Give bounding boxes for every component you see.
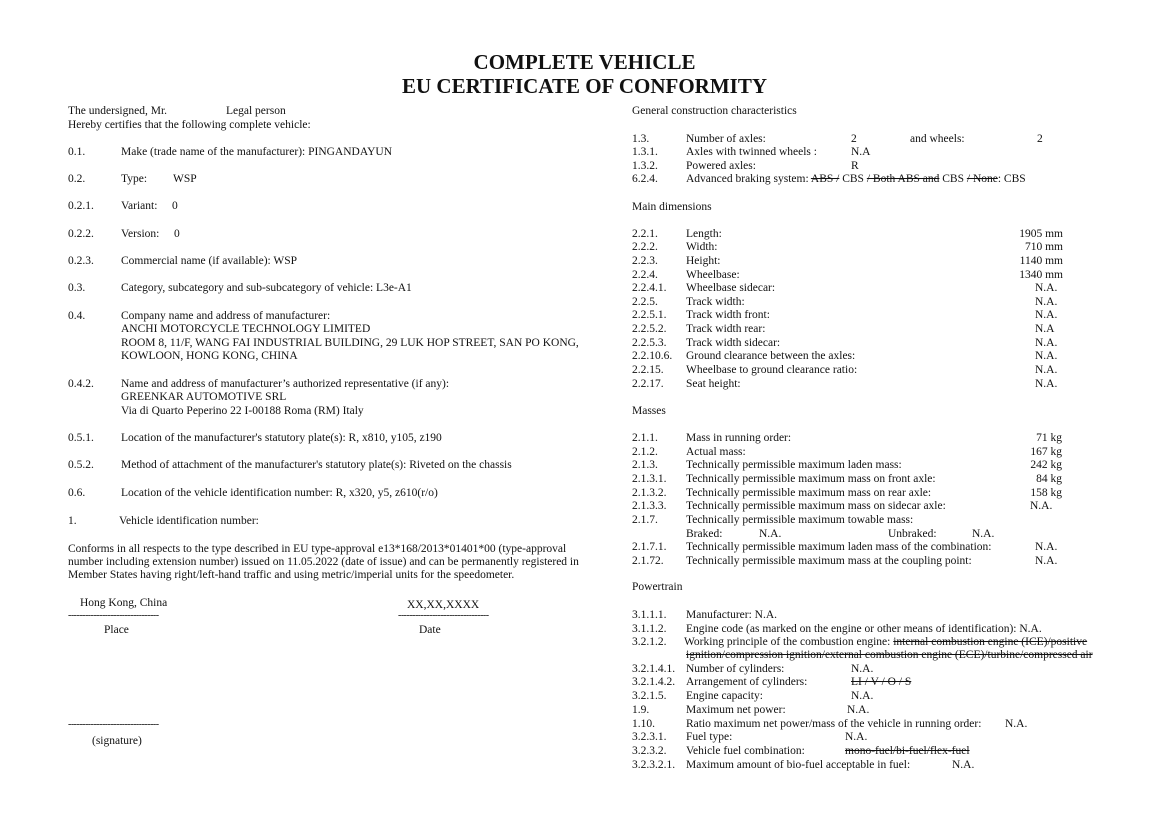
item-category: Category, subcategory and sub-subcategory of vehicle: L3e-A1	[121, 282, 412, 294]
dimension-label: Track width front:	[686, 309, 770, 321]
row-number: 2.1.72.	[632, 555, 664, 567]
intro-certifies: Hereby certifies that the following complete vehicle:	[68, 119, 311, 131]
row-number: 1.3.1.	[632, 146, 658, 158]
mass-value: 84 kg	[1036, 473, 1062, 485]
doc-title-line2: EU CERTIFICATE OF CONFORMITY	[401, 74, 768, 98]
place-value: Hong Kong, China	[80, 597, 168, 609]
row-number: 2.1.3.2.	[632, 487, 667, 499]
dimension-label: Wheelbase to ground clearance ratio:	[686, 364, 858, 376]
item-number: 0.3.	[68, 282, 86, 294]
row-number: 2.2.1.	[632, 228, 658, 240]
dimension-value: N.A.	[1035, 350, 1058, 362]
masses-heading: Masses	[632, 405, 666, 417]
braking-struck-option: / Both ABS and	[866, 173, 940, 185]
dimension-label: Track width rear:	[686, 323, 766, 335]
dimension-label: Ground clearance between the axles:	[686, 350, 856, 362]
conforms-line-1: Conforms in all respects to the type described in EU type-approval e13*168/2013*01401*00 (type-approval	[68, 543, 567, 555]
mass-value: 167 kg	[1030, 446, 1062, 458]
date-dash-line: --------------------------------	[398, 610, 489, 621]
conforms-line-3: Member States having right/left-hand traffic and using metric/imperial units for the speedometer.	[68, 569, 515, 581]
braked-label: Braked:	[686, 528, 723, 540]
braking-label: Advanced braking system:	[686, 173, 809, 185]
row-number: 1.3.2.	[632, 160, 658, 172]
wheels-value: 2	[1037, 133, 1043, 145]
item-make: Make (trade name of the manufacturer): PINGANDAYUN	[121, 146, 393, 158]
ratio-value: N.A.	[1005, 718, 1028, 730]
dimension-label: Track width:	[686, 296, 745, 308]
bio-fuel-label: Maximum amount of bio-fuel acceptable in fuel:	[686, 759, 911, 771]
fuel-combination-label: Vehicle fuel combination:	[686, 745, 805, 757]
dimension-label: Wheelbase:	[686, 269, 740, 281]
signature-label: (signature)	[92, 735, 142, 747]
item-number: 0.2.2.	[68, 228, 94, 240]
item-plate-attachment: Method of attachment of the manufacturer's statutory plate(s): Riveted on the chassis	[121, 459, 512, 471]
item-vin: Vehicle identification number:	[119, 515, 259, 527]
item-commercial-name: Commercial name (if available): WSP	[121, 255, 298, 267]
principle-line-1	[684, 635, 1087, 649]
item-type-value: WSP	[173, 173, 197, 185]
engine-manufacturer: Manufacturer: N.A.	[686, 609, 778, 621]
dimension-value: N.A.	[1035, 364, 1058, 376]
mass-label: Technically permissible maximum mass at the coupling point:	[686, 555, 972, 567]
braking-struck-option: / None	[966, 173, 998, 185]
row-number: 2.1.3.	[632, 459, 658, 471]
place-label: Place	[104, 624, 129, 636]
bio-fuel-value: N.A.	[952, 759, 975, 771]
dimension-value: 1340 mm	[1019, 269, 1063, 281]
mass-value: N.A.	[1030, 500, 1053, 512]
item-number: 0.1.	[68, 146, 86, 158]
braking-value: : CBS	[997, 173, 1026, 185]
twinned-value: N.A	[851, 146, 871, 158]
fuel-type-value: N.A.	[845, 731, 868, 743]
item-variant-label: Variant:	[121, 200, 158, 212]
row-number: 2.2.17.	[632, 378, 664, 390]
mass-value: N.A.	[1035, 555, 1058, 567]
row-number: 6.2.4.	[632, 173, 658, 185]
row-number: 3.2.3.2.1.	[632, 759, 676, 771]
dimension-label: Wheelbase sidecar:	[686, 282, 776, 294]
fuel-combination-value: mono-fuel/bi-fuel/flex-fuel	[845, 745, 970, 757]
signature-dash-line: --------------------------------	[68, 719, 159, 730]
principle-label: Working principle of the combustion engine:	[684, 636, 891, 648]
item-number: 1.	[68, 515, 77, 527]
braking-option: CBS	[942, 173, 964, 185]
row-number: 2.1.3.3.	[632, 500, 667, 512]
item-variant-value: 0	[172, 200, 178, 212]
row-number: 1.9.	[632, 704, 650, 716]
general-heading: General construction characteristics	[632, 105, 797, 117]
principle-line-2: ignition/compression ignition/external combustion engine (ECE)/turbine/compressed air	[686, 649, 1093, 661]
braking-system	[686, 172, 1026, 186]
dimension-label: Track width sidecar:	[686, 337, 781, 349]
conforms-line-2: number including extension number) issued on 11.05.2022 (date of issue) and can be permanently registered in	[68, 556, 579, 568]
manufacturer-address-2: KOWLOON, HONG KONG, CHINA	[121, 350, 298, 362]
manufacturer-address-1: ROOM 8, 11/F, WANG FAI INDUSTRIAL BUILDING, 29 LUK HOP STREET, SAN PO KONG,	[121, 337, 579, 349]
dimension-value: 710 mm	[1024, 241, 1063, 253]
mass-label: Technically permissible maximum mass on rear axle:	[686, 487, 932, 499]
row-number: 1.3.	[632, 133, 650, 145]
item-number: 0.2.	[68, 173, 86, 185]
mass-value: N.A.	[1035, 541, 1058, 553]
dimensions-heading: Main dimensions	[632, 201, 712, 213]
row-number: 2.2.4.1.	[632, 282, 667, 294]
cylinders-value: N.A.	[851, 663, 874, 675]
doc-title-line1: COMPLETE VEHICLE	[473, 50, 696, 74]
item-version-label: Version:	[121, 228, 160, 240]
dimension-value: N.A.	[1035, 309, 1058, 321]
axles-value: 2	[851, 133, 857, 145]
item-version-value: 0	[174, 228, 180, 240]
unbraked-label: Unbraked:	[888, 528, 937, 540]
capacity-label: Engine capacity:	[686, 690, 763, 702]
row-number: 3.2.1.4.1.	[632, 663, 676, 675]
row-number: 3.2.1.4.2.	[632, 676, 676, 688]
axles-label: Number of axles:	[686, 133, 766, 145]
mass-value: 242 kg	[1030, 459, 1062, 471]
date-label: Date	[419, 624, 441, 636]
net-power-label: Maximum net power:	[686, 704, 786, 716]
representative-name: GREENKAR AUTOMOTIVE SRL	[121, 391, 287, 403]
dimension-value: N.A.	[1035, 378, 1058, 390]
mass-value: 158 kg	[1030, 487, 1062, 499]
cylinders-label: Number of cylinders:	[686, 663, 785, 675]
intro-undersigned: The undersigned, Mr.	[68, 105, 168, 117]
item-number: 0.5.2.	[68, 459, 94, 471]
capacity-value: N.A.	[851, 690, 874, 702]
twinned-label: Axles with twinned wheels :	[686, 146, 817, 158]
item-number: 0.6.	[68, 487, 86, 499]
row-number: 2.1.2.	[632, 446, 658, 458]
dimension-label: Length:	[686, 228, 722, 240]
unbraked-value: N.A.	[972, 528, 995, 540]
representative-heading: Name and address of manufacturer’s authorized representative (if any):	[121, 378, 450, 390]
row-number: 2.2.5.1.	[632, 309, 667, 321]
row-number: 2.2.10.6.	[632, 350, 673, 362]
dimension-value: N.A.	[1035, 296, 1058, 308]
dimension-value: N.A.	[1035, 282, 1058, 294]
arrangement-value: LI / V / O / S	[851, 676, 912, 688]
mass-label: Technically permissible maximum towable mass:	[686, 514, 914, 526]
row-number: 2.2.4.	[632, 269, 658, 281]
row-number: 3.2.1.5.	[632, 690, 667, 702]
row-number: 2.2.15.	[632, 364, 664, 376]
item-number: 0.4.2.	[68, 378, 94, 390]
dimension-value: 1140 mm	[1019, 255, 1063, 267]
arrangement-label: Arrangement of cylinders:	[686, 676, 808, 688]
item-number: 0.2.3.	[68, 255, 94, 267]
row-number: 2.2.3.	[632, 255, 658, 267]
date-value: XX,XX,XXXX	[407, 599, 480, 611]
row-number: 3.2.3.1.	[632, 731, 667, 743]
engine-code: Engine code (as marked on the engine or other means of identification): N.A.	[686, 623, 1042, 635]
manufacturer-name: ANCHI MOTORCYCLE TECHNOLOGY LIMITED	[121, 323, 371, 335]
mass-label: Technically permissible maximum laden mass:	[686, 459, 902, 471]
braking-option: CBS	[842, 173, 864, 185]
row-number: 2.2.2.	[632, 241, 658, 253]
powertrain-heading: Powertrain	[632, 581, 683, 593]
mass-label: Technically permissible maximum laden mass of the combination:	[686, 541, 992, 553]
mass-label: Mass in running order:	[686, 432, 792, 444]
dimension-label: Width:	[686, 241, 718, 253]
mass-label: Actual mass:	[686, 446, 746, 458]
row-number: 2.1.3.1.	[632, 473, 667, 485]
row-number: 2.1.7.1.	[632, 541, 667, 553]
row-number: 2.2.5.3.	[632, 337, 667, 349]
powered-value: R	[851, 160, 859, 172]
place-dash-line: --------------------------------	[68, 610, 159, 621]
item-vin-location: Location of the vehicle identification number: R, x320, y5, z610(r/o)	[121, 487, 438, 499]
row-number: 3.1.1.1.	[632, 609, 667, 621]
fuel-type-label: Fuel type:	[686, 731, 733, 743]
row-number: 1.10.	[632, 718, 655, 730]
mass-label: Technically permissible maximum mass on sidecar axle:	[686, 500, 946, 512]
principle-struck-options: internal combustion engine (ICE)/positive	[893, 636, 1088, 648]
dimension-label: Height:	[686, 255, 721, 267]
braking-struck-option: ABS /	[810, 173, 840, 185]
item-number: 0.2.1.	[68, 200, 94, 212]
item-type-label: Type:	[121, 173, 148, 185]
wheels-label: and wheels:	[910, 133, 965, 145]
manufacturer-heading: Company name and address of manufacturer:	[121, 310, 331, 322]
row-number: 3.2.1.2.	[632, 636, 667, 648]
dimension-value: N.A	[1035, 323, 1055, 335]
row-number: 2.1.1.	[632, 432, 658, 444]
item-number: 0.4.	[68, 310, 86, 322]
item-plate-location: Location of the manufacturer's statutory plate(s): R, x810, y105, z190	[121, 432, 442, 444]
row-number: 3.1.1.2.	[632, 623, 667, 635]
row-number: 2.2.5.2.	[632, 323, 667, 335]
row-number: 2.2.5.	[632, 296, 658, 308]
braked-value: N.A.	[759, 528, 782, 540]
item-number: 0.5.1.	[68, 432, 94, 444]
powered-label: Powered axles:	[686, 160, 756, 172]
mass-value: 71 kg	[1036, 432, 1062, 444]
intro-legal-person: Legal person	[226, 105, 286, 117]
dimension-value: N.A.	[1035, 337, 1058, 349]
row-number: 2.1.7.	[632, 514, 658, 526]
dimension-label: Seat height:	[686, 378, 741, 390]
row-number: 3.2.3.2.	[632, 745, 667, 757]
representative-address: Via di Quarto Peperino 22 I-00188 Roma (RM) Italy	[121, 405, 364, 417]
net-power-value: N.A.	[847, 704, 870, 716]
mass-label: Technically permissible maximum mass on front axle:	[686, 473, 936, 485]
ratio-label: Ratio maximum net power/mass of the vehicle in running order:	[686, 718, 982, 730]
dimension-value: 1905 mm	[1019, 228, 1063, 240]
